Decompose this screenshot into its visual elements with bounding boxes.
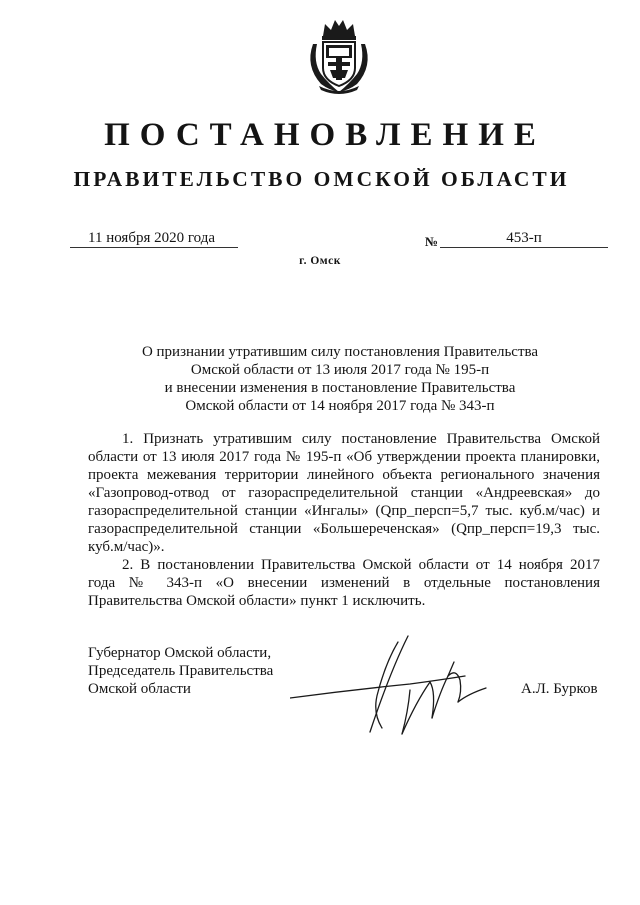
number-sign: № — [425, 234, 439, 249]
document-title — [40, 343, 640, 415]
position-line: Губернатор Омской области, — [88, 645, 272, 661]
document-date: 11 ноября 2020 года — [88, 230, 216, 246]
signer-name: А.Л. Бурков — [521, 681, 598, 697]
title-line: О признании утратившим силу постановления Правительства — [141, 344, 539, 360]
date-field — [70, 229, 238, 248]
position-line: Омской области — [88, 681, 191, 697]
title-line: Омской области от 13 июля 2017 года № 195-п — [190, 362, 490, 378]
document-number: 453-п — [506, 230, 542, 246]
handwritten-signature-icon — [290, 632, 500, 742]
number-field — [440, 229, 608, 248]
coat-of-arms-icon — [299, 14, 379, 94]
city-label: г. Омск — [299, 255, 341, 267]
body-paragraph-2: 2. В постановлении Правительства Омской области от 14 ноября 2017 года № 343-п «О внесении изменений в отдельные постановления Правительства Омской области» пункт 1 исключить. — [88, 557, 600, 609]
title-line: и внесении изменения в постановление Правительства — [164, 380, 516, 396]
position-line: Председатель Правительства — [88, 663, 274, 679]
document-body — [88, 430, 600, 610]
document-type-heading: ПОСТАНОВЛЕНИЕ — [104, 117, 546, 153]
signatory-position — [88, 644, 273, 698]
body-paragraph-1: 1. Признать утратившим силу постановление Правительства Омской области от 13 июля 2017 года № 195-п «Об утверждении проекта планировки, проекта межевания территории линейного объекта регионального значения «Газопровод-отвод от газораспределительной станции «Андреевская» до газораспределительной станции «Ингалы» (Qпр_персп=5,7 тыс. куб.м/час) и газораспределительной станции «Большереченская» (Qпр_персп=19,3 тыс. куб.м/час)». — [88, 431, 600, 555]
issuer-heading: ПРАВИТЕЛЬСТВО ОМСКОЙ ОБЛАСТИ — [73, 167, 570, 191]
title-line: Омской области от 14 ноября 2017 года № 343-п — [185, 398, 495, 414]
